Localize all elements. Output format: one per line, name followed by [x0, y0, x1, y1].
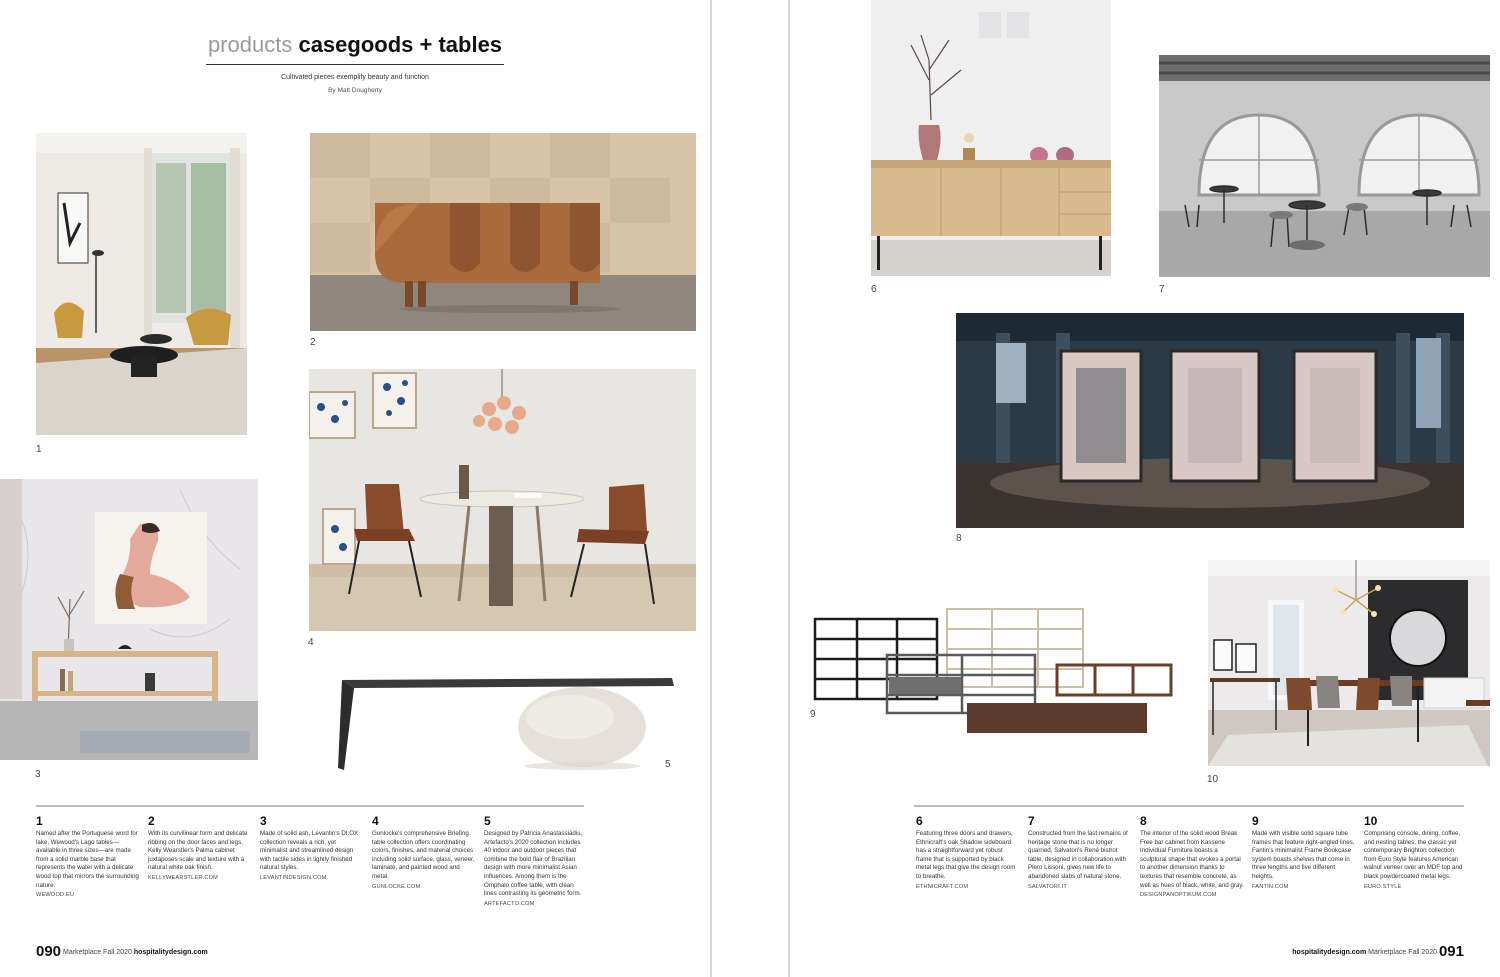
figure-number-10: 10	[1207, 774, 1219, 785]
issue-label-left: Marketplace Fall 2020	[62, 949, 132, 956]
caption-10-text: Comprising console, dining, coffee, and nesting tables, the classic yet contemporary Brighton collection from Euro Style features American walnut veneer over an MDF top and black powdercoated metal legs.	[1364, 830, 1463, 880]
figure-number-6: 6	[871, 284, 877, 295]
caption-2-text: With its curvilinear form and delicate ribbing on the door faces and legs, Kelly Wearstler's Palma cabinet juxtaposes scale and texture with a natural white oak finish.	[148, 830, 248, 872]
figure-number-4: 4	[308, 637, 314, 648]
photo-9-frame-bookcase	[812, 607, 1174, 735]
caption-4-url: GUNLOCKE.COM	[372, 883, 421, 890]
site-link-left: hospitalitydesign.com	[133, 949, 208, 956]
caption-1-number: 1	[36, 814, 43, 828]
section-title: casegoods + tables	[298, 32, 503, 57]
caption-5-url: ARTEFACTO.COM	[484, 900, 535, 907]
caption-8-url: DESIGNPANOPTIKUM.COM	[1140, 892, 1217, 899]
photo-8-break-free-cabinet	[956, 313, 1464, 528]
caption-7-text: Constructed from the last remains of heritage stone that is no longer quarried, Salvatori's René bistrot table, designed in collaboration with Piero Lissoni, gives new life to abandoned slabs of natural stone.	[1028, 830, 1128, 880]
photo-2-palma-cabinet	[310, 133, 696, 331]
caption-7-number: 7	[1028, 814, 1035, 828]
spread-gutter	[710, 0, 790, 977]
caption-4-text: Gunlocke's comprehensive Briefing table collection offers coordinating colors, finishes, and material choices including solid surface, glass, veneer, laminate, and painted wood and metal.	[372, 830, 475, 880]
photo-3-diox-collection	[0, 479, 258, 760]
caption-8	[1140, 814, 1244, 900]
caption-9-url: FANTIN.COM	[1252, 883, 1289, 890]
caption-4-number: 4	[372, 814, 379, 828]
caption-1	[36, 814, 140, 900]
section-label: products	[207, 32, 293, 57]
photo-1-lago-tables	[36, 133, 247, 435]
page-number-right: 091	[1438, 943, 1464, 960]
footer-left	[36, 943, 208, 960]
left-page	[0, 0, 710, 977]
caption-5	[484, 814, 588, 908]
caption-7-url: SALVATORI.IT	[1028, 883, 1067, 890]
caption-10-url: EURO.STYLE	[1364, 883, 1402, 890]
caption-5-text: Designed by Patricia Anastassiadis, Artefacto's 2020 collection includes 40 indoor and outdoor pieces that combine the bold flair of Brazilian design with more minimalist Asian influences. Among them is the Omphalo coffee table, with clean lines contrasting its geometric form.	[484, 830, 583, 898]
caption-7	[1028, 814, 1132, 891]
figure-number-2: 2	[310, 337, 316, 348]
right-page	[790, 0, 1500, 977]
caption-4	[372, 814, 476, 891]
photo-4-briefing-table	[309, 369, 696, 631]
byline: By Matt Dougherty	[328, 87, 382, 94]
caption-9-text: Made with visible solid square tube frames that feature right-angled lines, Fantin's minimalist Frame Bookcase system boasts shelves that come in three lengths and five different heights.	[1252, 830, 1355, 880]
caption-9-number: 9	[1252, 814, 1259, 828]
caption-3-url: LEVANTINDESIGN.COM	[260, 874, 327, 881]
page-number-left: 090	[36, 943, 62, 960]
caption-6-number: 6	[916, 814, 923, 828]
caption-6	[916, 814, 1020, 891]
photo-5-omphalo-table	[330, 672, 680, 777]
caption-8-text: The interior of the solid wood Break Free bar cabinet from Kassene Individual Furniture boasts a sculptural shape that evokes a portal to another dimension thanks to textures that resemble concrete, as well as hues of black, white, and gray.	[1140, 830, 1244, 889]
caption-3	[260, 814, 364, 883]
caption-5-number: 5	[484, 814, 491, 828]
photo-7-rene-bistrot-table	[1159, 55, 1490, 277]
issue-label-right: Marketplace Fall 2020	[1368, 949, 1438, 956]
caption-2-number: 2	[148, 814, 155, 828]
footer-right	[1292, 943, 1464, 960]
figure-number-3: 3	[35, 769, 41, 780]
figure-number-5: 5	[665, 759, 671, 770]
figure-number-7: 7	[1159, 284, 1165, 295]
caption-1-url: WEWOOD.EU	[36, 892, 75, 899]
article-header	[0, 30, 710, 94]
subtitle: Cultivated pieces exemplify beauty and function	[281, 74, 429, 81]
photo-10-brighton-collection	[1208, 560, 1490, 766]
caption-6-url: ETHNICRAFT.COM	[916, 883, 969, 890]
caption-6-text: Featuring three doors and drawers, Ethnicraft's oak Shadow sideboard has a straightforward yet robust frame that is supported by black metal legs that give the design room to breathe.	[916, 830, 1016, 880]
caption-9	[1252, 814, 1356, 891]
caption-2-url: KELLYWEARSTLER.COM	[148, 874, 219, 881]
site-link-right: hospitalitydesign.com	[1292, 949, 1367, 956]
page-title	[206, 30, 504, 65]
caption-1-text: Named after the Portuguese word for lake, Wewood's Lago tables—available in three sizes—are made from a solid marble base that represents the water with a delicate wood top that mirrors the surrounding nature.	[36, 830, 139, 889]
caption-10-number: 10	[1364, 814, 1378, 828]
caption-3-number: 3	[260, 814, 267, 828]
figure-number-9: 9	[810, 709, 816, 720]
caption-10	[1364, 814, 1468, 891]
caption-8-number: 8	[1140, 814, 1147, 828]
caption-rule-left	[36, 805, 584, 807]
figure-number-8: 8	[956, 533, 962, 544]
caption-3-text: Made of solid ash, Levantin's DI:OX collection reveals a rich, yet minimalist and streamlined design with tactile sides in lightly finished natural styles.	[260, 830, 359, 872]
figure-number-1: 1	[36, 444, 42, 455]
caption-2	[148, 814, 252, 883]
caption-rule-right	[914, 805, 1464, 807]
photo-6-shadow-sideboard	[871, 0, 1111, 276]
